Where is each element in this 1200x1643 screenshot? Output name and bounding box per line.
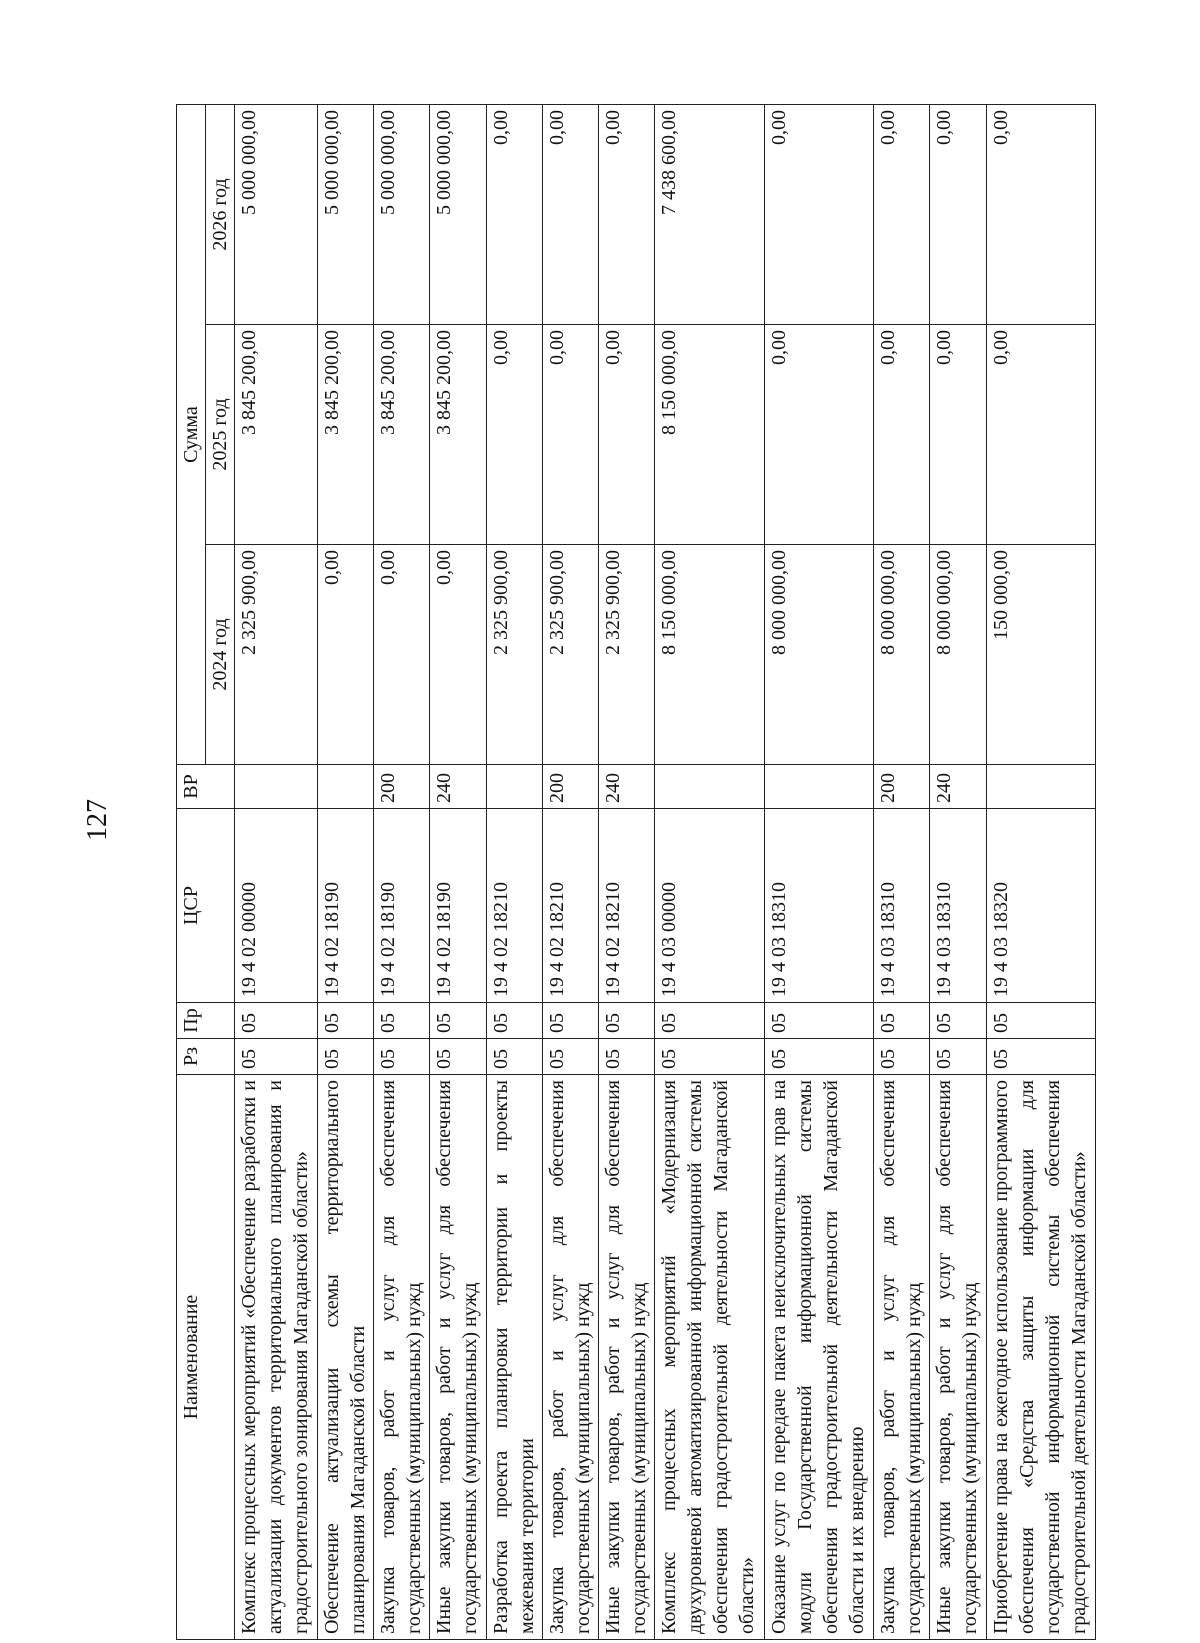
cell-pr: 05 [374,1003,430,1039]
cell-pr: 05 [986,1003,1096,1039]
cell-csr: 19 4 03 00000 [655,809,764,1003]
cell-name: Закупка товаров, работ и услуг для обеспечения государственных (муниципальных) нужд [374,1075,430,1640]
cell-2026: 0,00 [986,105,1096,325]
cell-csr: 19 4 02 18210 [542,809,598,1003]
cell-2024: 2 325 900,00 [235,545,318,765]
cell-csr: 19 4 03 18310 [930,809,986,1003]
header-csr: ЦСР [177,809,235,1003]
header-vr: ВР [177,765,235,809]
cell-pr: 05 [874,1003,930,1039]
cell-2024: 8 150 000,00 [655,545,764,765]
cell-pr: 05 [317,1003,373,1039]
cell-rz: 05 [598,1039,654,1075]
cell-2024: 150 000,00 [986,545,1096,765]
cell-2026: 0,00 [930,105,986,325]
header-sum: Сумма [177,105,206,765]
cell-name: Закупка товаров, работ и услуг для обеспечения государственных (муниципальных) нужд [542,1075,598,1640]
cell-pr: 05 [542,1003,598,1039]
cell-2025: 3 845 200,00 [430,325,486,545]
cell-csr: 19 4 03 18320 [986,809,1096,1003]
cell-2024: 8 000 000,00 [874,545,930,765]
cell-2025: 0,00 [874,325,930,545]
cell-pr: 05 [486,1003,542,1039]
cell-2025: 3 845 200,00 [235,325,318,545]
cell-rz: 05 [486,1039,542,1075]
header-year-2025: 2025 год [206,325,235,545]
cell-vr: 200 [874,765,930,809]
cell-rz: 05 [874,1039,930,1075]
header-pr: Пр [177,1003,235,1039]
cell-2025: 0,00 [542,325,598,545]
table-row [598,105,654,1640]
cell-csr: 19 4 02 00000 [235,809,318,1003]
cell-vr [764,765,873,809]
table-row [486,105,542,1640]
cell-2026: 0,00 [542,105,598,325]
cell-name: Комплекс процессных мероприятий «Модернизация двухуровневой автоматизированной информационной системы обеспечения градостроительной деятельности Магаданской области» [655,1075,764,1640]
cell-vr [317,765,373,809]
table-row [542,105,598,1640]
cell-pr: 05 [655,1003,764,1039]
cell-name: Иные закупки товаров, работ и услуг для обеспечения государственных (муниципальных) нужд [598,1075,654,1640]
cell-2025: 8 150 000,00 [655,325,764,545]
cell-2026: 0,00 [486,105,542,325]
cell-2025: 3 845 200,00 [374,325,430,545]
cell-vr: 240 [930,765,986,809]
cell-2026: 5 000 000,00 [235,105,318,325]
cell-rz: 05 [317,1039,373,1075]
cell-name: Обеспечение актуализации схемы территориального планирования Магаданской области [317,1075,373,1640]
cell-2024: 2 325 900,00 [486,545,542,765]
cell-2026: 0,00 [764,105,873,325]
cell-2024: 8 000 000,00 [764,545,873,765]
cell-rz: 05 [430,1039,486,1075]
cell-2026: 5 000 000,00 [317,105,373,325]
header-year-2026: 2026 год [206,105,235,325]
cell-vr [986,765,1096,809]
cell-vr: 200 [374,765,430,809]
cell-rz: 05 [655,1039,764,1075]
cell-2024: 0,00 [430,545,486,765]
cell-2025: 0,00 [598,325,654,545]
header-rz: Рз [177,1039,235,1075]
cell-2024: 2 325 900,00 [598,545,654,765]
cell-rz: 05 [542,1039,598,1075]
cell-csr: 19 4 02 18210 [486,809,542,1003]
cell-2025: 3 845 200,00 [317,325,373,545]
cell-pr: 05 [764,1003,873,1039]
table-row [430,105,486,1640]
cell-pr: 05 [430,1003,486,1039]
cell-name: Комплекс процессных мероприятий «Обеспечение разработки и актуализации документов территориального планирования и градостроительного зонирования Магаданской области» [235,1075,318,1640]
cell-2025: 0,00 [486,325,542,545]
cell-vr: 200 [542,765,598,809]
cell-rz: 05 [374,1039,430,1075]
table-row [655,105,764,1640]
cell-2026: 5 000 000,00 [374,105,430,325]
cell-2026: 7 438 600,00 [655,105,764,325]
cell-csr: 19 4 02 18190 [374,809,430,1003]
cell-name: Иные закупки товаров, работ и услуг для обеспечения государственных (муниципальных) нужд [930,1075,986,1640]
cell-pr: 05 [598,1003,654,1039]
cell-vr: 240 [598,765,654,809]
cell-pr: 05 [235,1003,318,1039]
cell-2024: 0,00 [317,545,373,765]
cell-rz: 05 [986,1039,1096,1075]
table-row [874,105,930,1640]
cell-csr: 19 4 03 18310 [874,809,930,1003]
cell-name: Приобретение права на ежегодное использование программного обеспечения «Средства защиты информации для государственной информационной системы обеспечения градостроительной деятельности Магаданской области» [986,1075,1096,1640]
cell-name: Закупка товаров, работ и услуг для обеспечения государственных (муниципальных) нужд [874,1075,930,1640]
table-row [986,105,1096,1640]
header-row [177,105,206,1640]
cell-2026: 0,00 [874,105,930,325]
cell-2025: 0,00 [986,325,1096,545]
table-row [764,105,873,1640]
cell-name: Разработка проекта планировки территории и проекты межевания территории [486,1075,542,1640]
cell-pr: 05 [930,1003,986,1039]
cell-rz: 05 [764,1039,873,1075]
cell-2024: 0,00 [374,545,430,765]
cell-csr: 19 4 02 18190 [317,809,373,1003]
table-body [235,105,1096,1640]
cell-vr [655,765,764,809]
cell-vr [235,765,318,809]
cell-2024: 2 325 900,00 [542,545,598,765]
header-year-2024: 2024 год [206,545,235,765]
cell-vr: 240 [430,765,486,809]
cell-2025: 0,00 [764,325,873,545]
cell-2026: 5 000 000,00 [430,105,486,325]
cell-csr: 19 4 02 18190 [430,809,486,1003]
header-name: Наименование [177,1075,235,1640]
cell-name: Иные закупки товаров, работ и услуг для обеспечения государственных (муниципальных) нужд [430,1075,486,1640]
page-number: 127 [82,799,113,841]
cell-vr [486,765,542,809]
table-row [317,105,373,1640]
cell-2024: 8 000 000,00 [930,545,986,765]
table-row [374,105,430,1640]
cell-name: Оказание услуг по передаче пакета неисключительных прав на модули Государственной информационной системы обеспечения градостроительной деятельности Магаданской области и их внедрению [764,1075,873,1640]
cell-2026: 0,00 [598,105,654,325]
cell-csr: 19 4 02 18210 [598,809,654,1003]
cell-csr: 19 4 03 18310 [764,809,873,1003]
cell-rz: 05 [930,1039,986,1075]
rotated-table-container [176,105,1096,1640]
budget-table [176,104,1096,1640]
table-row [235,105,318,1640]
cell-rz: 05 [235,1039,318,1075]
table-row [930,105,986,1640]
cell-2025: 0,00 [930,325,986,545]
